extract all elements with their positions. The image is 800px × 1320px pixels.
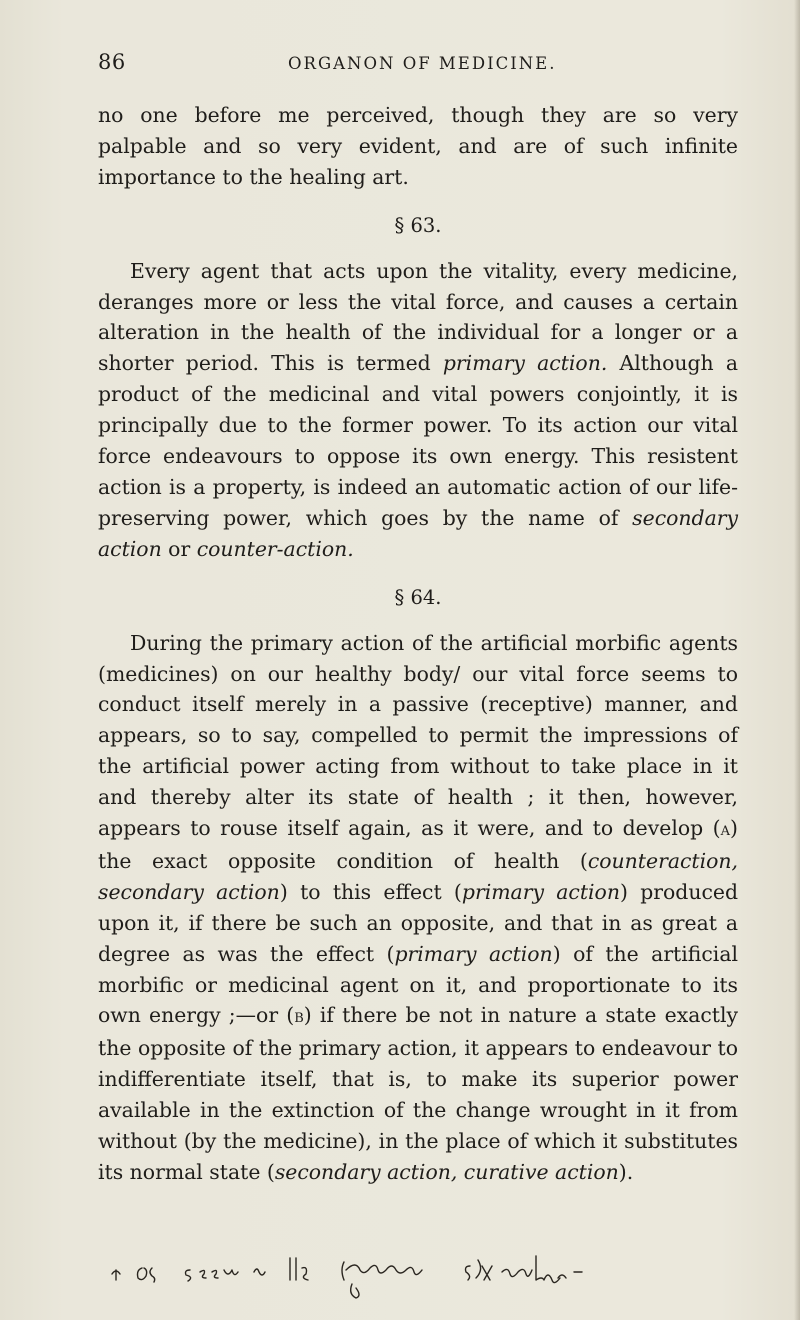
section-63-em-secondary-action: secondary action [98, 505, 738, 561]
page-number: 86 [98, 50, 126, 74]
running-head: ORGANON OF MEDICINE. [288, 54, 557, 73]
s64-t5: ) of the artificial morbific or medicinal agent on it, and proportionate to its own energy ;—or ( [98, 941, 738, 1028]
page-edge-shadow [794, 0, 800, 1320]
s64-em-counteraction: counteraction, secondary action [98, 848, 738, 904]
section-63-em-counter-action: counter-action. [196, 536, 354, 561]
s64-t1: During the primary action of the artificial morbific agents (medicines) on our healthy body/ our vital force seems to conduct itself merely in a passive (receptive) manner, and appears, so to say, compelled to permit the impressions of the artificial power acting from without to take place in it and thereby alter its state of health ; it then, however, appears to rouse itself again, as it were, and to develop ( [98, 630, 738, 841]
section-63-em-primary-action: primary action. [442, 351, 608, 376]
handwritten-note [108, 1248, 728, 1308]
s64-t2: ) the exact opposite condition of health ( [98, 816, 738, 873]
s64-marker-a: a [720, 819, 731, 841]
section-64-paragraph [98, 628, 738, 1188]
s64-t6: ) if there be not in nature a state exactly the opposite of the primary action, it appears to endeavour to indifferentiate itself, that is, to make its superior power available in the extinction of the change wrought in it from without (by the medicine), in the place of which it substitutes its normal state ( [98, 1003, 738, 1184]
s64-marker-b: b [294, 1006, 304, 1028]
section-63-text-3: or [161, 536, 197, 561]
handwritten-note-scribble [108, 1248, 728, 1308]
s64-em-primary-1: primary action [461, 879, 620, 904]
section-63-paragraph [98, 256, 738, 565]
section-63-text-1: Every agent that acts upon the vitality, every medicine, deranges more or less the vital force, and causes a certain alteration in the health of the individual for a longer or a shorter period. This is termed [98, 258, 738, 376]
section-63-text-2: Although a product of the medicinal and vital powers conjointly, it is principally due to the former power. To its action our vital force endeavours to oppose its own energy. This resistent action is a property, is indeed an automatic action of our life-preserving power, which goes by the name of [98, 351, 739, 530]
s64-t4: ) produced upon it, if there be such an opposite, and that in as great a degree as was the effect ( [98, 879, 738, 966]
s64-em-curative: secondary action, curative action [274, 1160, 619, 1184]
section-63-heading: § 63. [394, 213, 442, 237]
body-text [98, 100, 738, 1188]
s64-em-primary-2: primary action [394, 941, 553, 966]
s64-t3: ) to this effect ( [279, 879, 462, 904]
intro-paragraph: no one before me perceived, though they are so very palpable and so very evident, and are of such infinite importance to the healing art. [98, 103, 738, 189]
section-64-heading: § 64. [394, 585, 442, 609]
page-header [98, 50, 738, 80]
s64-t7: ). [618, 1160, 634, 1184]
